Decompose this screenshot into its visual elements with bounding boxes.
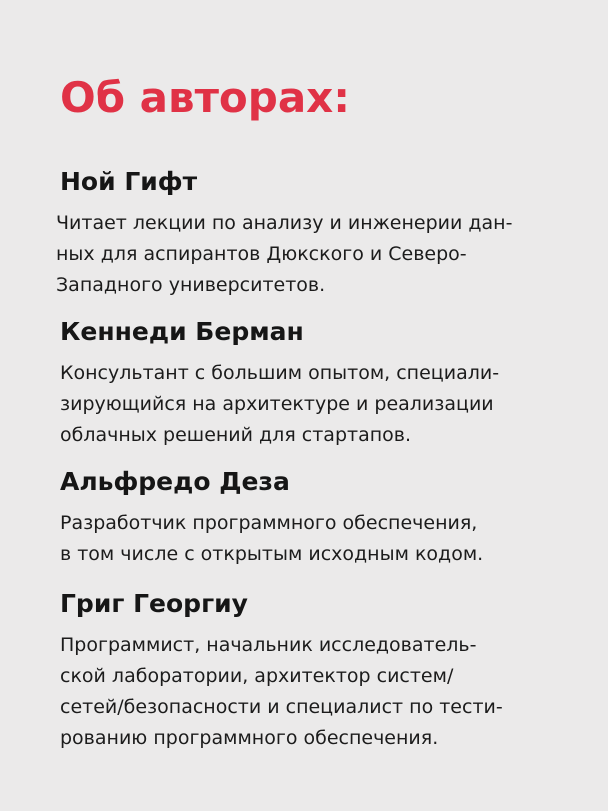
bio-line: в том числе с открытым исходным кодом. [60,543,484,565]
author-name: Альфредо Деза [60,467,290,496]
bio-line: Разработчик программного обеспечения, [60,512,478,534]
author-bio [60,358,560,451]
bio-line: Программист, начальник исследователь- [60,634,477,656]
author-block-berman [60,316,560,451]
bio-line: рованию программного обеспечения. [60,727,439,749]
bio-line: облачных решений для стартапов. [60,424,412,446]
author-name: Кеннеди Берман [60,317,304,346]
author-name: Ной Гифт [60,167,198,196]
bio-line: зирующийся на архитектуре и реализации [60,393,494,415]
bio-line: Западного университетов. [56,274,326,296]
author-name: Григ Георгиу [60,589,248,618]
bio-line: Читает лекции по анализу и инженерии дан- [56,212,513,234]
author-block-georgiou [60,588,560,754]
author-bio [56,208,560,301]
bio-line: Консультант с большим опытом, специали- [60,362,500,384]
bio-line: сетей/безопасности и специалист по тести- [60,696,503,718]
author-block-gift [56,166,560,301]
bio-line: ской лаборатории, архитектор систем/ [60,665,454,687]
author-bio [60,630,560,754]
page-title: Об авторах: [60,73,351,122]
author-bio [60,508,560,570]
author-block-deza [60,466,560,570]
bio-line: ных для аспирантов Дюкского и Северо- [56,243,467,265]
